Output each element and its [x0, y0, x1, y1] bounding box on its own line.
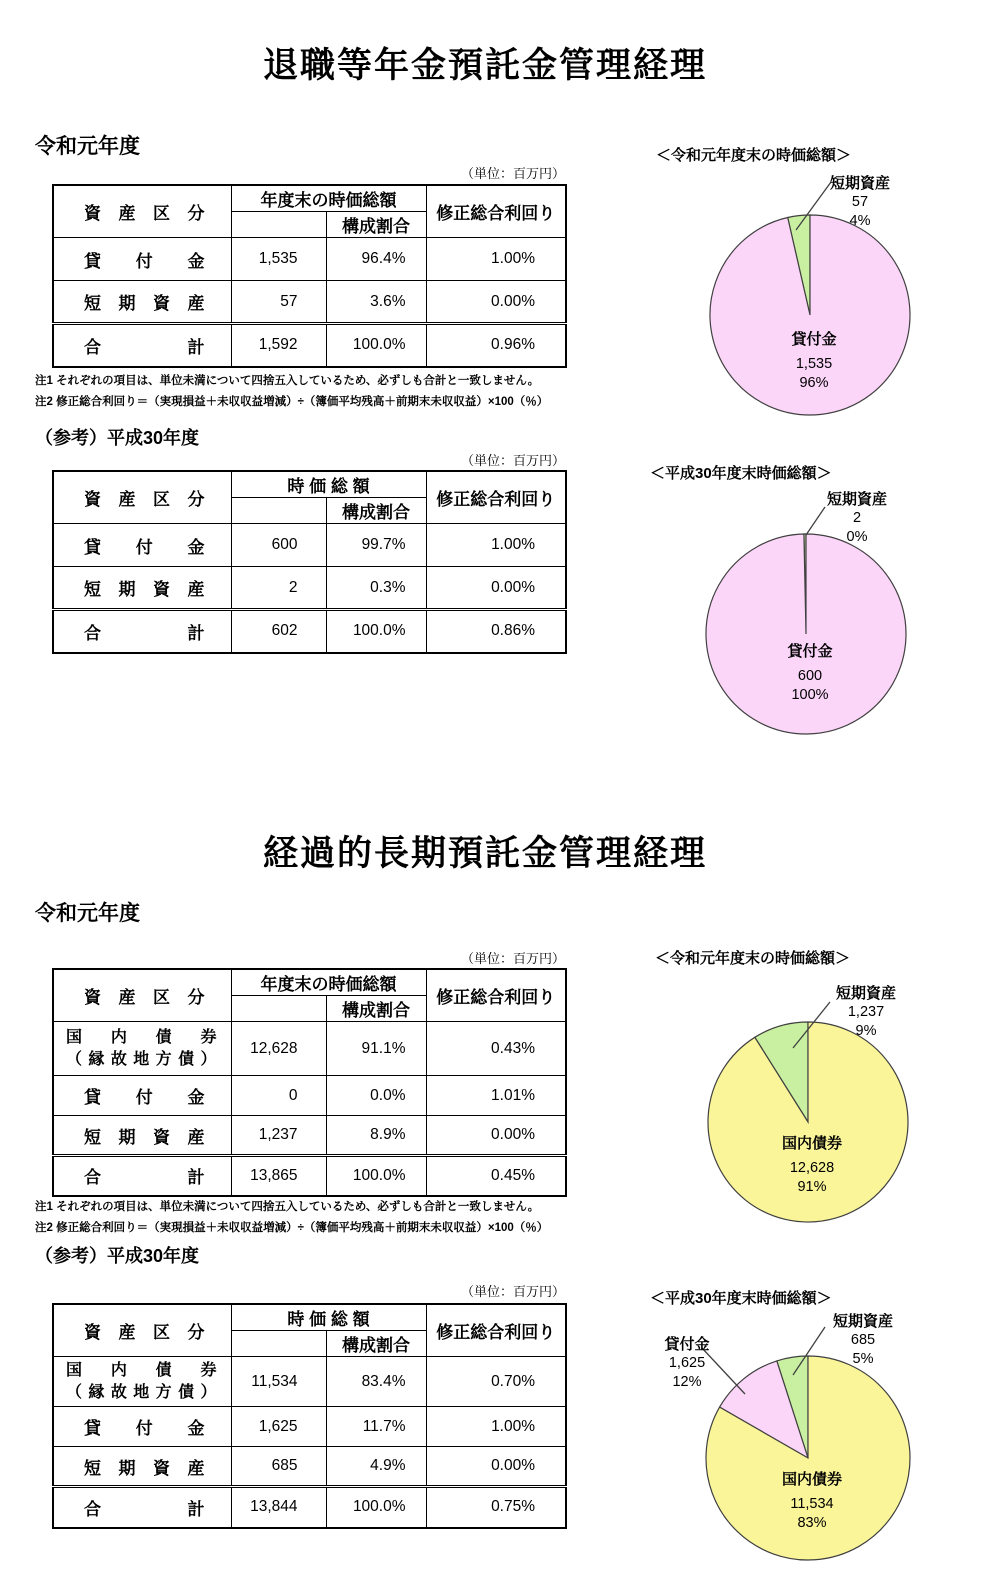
- yield-cell: 0.00%: [426, 1447, 566, 1487]
- table-total-row: [53, 1487, 566, 1528]
- slice-percent: 12%: [672, 1374, 702, 1390]
- asset-label-line2: （ 縁 故 地 方 債 ）: [66, 1383, 217, 1401]
- col-header-share: 構成割合: [326, 1331, 426, 1357]
- share-cell: 83.4%: [326, 1357, 426, 1407]
- unit-label: （単位：百万円）: [460, 1284, 565, 1299]
- value-cell: 0: [231, 1076, 326, 1116]
- slice-label: 貸付金: [664, 1336, 710, 1353]
- pie-svg: [620, 455, 992, 767]
- asset-label-cell: 貸 付 金: [53, 1076, 231, 1116]
- asset-label-cell: 短 期 資 産: [53, 567, 231, 610]
- pie-chart-heisei30-section1: [620, 455, 992, 767]
- value-cell: 12,628: [231, 1022, 326, 1076]
- slice-label: 国内債券: [781, 1135, 843, 1152]
- table-row: [53, 281, 566, 324]
- pie-callout-label: [833, 1312, 893, 1369]
- asset-table-1: [52, 184, 567, 368]
- share-cell: 0.0%: [326, 1076, 426, 1116]
- asset-label-cell: [53, 1022, 231, 1076]
- asset-label-cell: 短 期 資 産: [53, 281, 231, 324]
- pie-inside-label: [787, 642, 832, 705]
- slice-value: 2: [852, 510, 862, 526]
- table-header-row: [53, 471, 566, 498]
- slice-label: 貸付金: [791, 331, 837, 348]
- empty-cell: [231, 996, 326, 1022]
- value-cell: 1,535: [231, 238, 326, 281]
- asset-table-3: [52, 968, 567, 1197]
- slice-label: 国内債券: [781, 1471, 843, 1488]
- value-cell: 13,865: [231, 1156, 326, 1196]
- share-cell: 11.7%: [326, 1407, 426, 1447]
- table-header-row: [53, 185, 566, 212]
- unit-label: （単位：百万円）: [460, 951, 565, 966]
- table-row: [53, 1022, 566, 1076]
- yield-cell: 0.86%: [426, 610, 566, 653]
- col-header-value: 年度末の時価総額: [231, 185, 426, 212]
- slice-value: 1,535: [795, 356, 833, 372]
- pie-svg: [620, 138, 992, 450]
- leader-line: [806, 507, 825, 535]
- slice-label: 短期資産: [826, 491, 888, 508]
- yield-cell: 0.96%: [426, 324, 566, 367]
- unit-label: （単位：百万円）: [460, 453, 565, 468]
- table-header-row: [53, 1304, 566, 1331]
- pie-inside-label: [782, 1470, 842, 1533]
- pie-chart-title: ＜令和元年度末の時価総額＞: [656, 147, 852, 164]
- table-total-row: [53, 610, 566, 653]
- value-cell: 11,534: [231, 1357, 326, 1407]
- table-header-row: [53, 969, 566, 996]
- unit-label: （単位：百万円）: [460, 166, 565, 181]
- share-cell: 100.0%: [326, 1487, 426, 1528]
- page-title-taishoku: 退職等年金預託金管理経理: [262, 46, 707, 85]
- note-line-2: 注2 修正総合利回り＝（実現損益＋未収収益増減）÷（簿価平均残高＋前期末未収収益）×100（％）: [35, 395, 549, 408]
- col-header-share: 構成割合: [326, 212, 426, 238]
- value-cell: 1,592: [231, 324, 326, 367]
- slice-percent: 91%: [797, 1179, 827, 1195]
- yield-cell: 1.00%: [426, 238, 566, 281]
- asset-label-cell: 合 計: [53, 1156, 231, 1196]
- note-line-1: 注1 それぞれの項目は、単位未満について四捨五入しているため、必ずしも合計と一致しません。: [35, 375, 540, 387]
- col-header-asset: 資 産 区 分: [53, 471, 231, 524]
- note-line-2: 注2 修正総合利回り＝（実現損益＋未収収益増減）÷（簿価平均残高＋前期末未収収益）×100（％）: [35, 1221, 549, 1234]
- col-header-yield: 修正総合利回り: [426, 471, 566, 524]
- asset-table-4: [52, 1303, 567, 1529]
- slice-label: 短期資産: [829, 175, 891, 192]
- share-cell: 3.6%: [326, 281, 426, 324]
- page-title-keikateki: 経過的長期預託金管理経理: [262, 834, 707, 873]
- empty-cell: [231, 212, 326, 238]
- slice-percent: 83%: [797, 1515, 827, 1531]
- asset-label-cell: 合 計: [53, 324, 231, 367]
- table-notes: [35, 371, 595, 412]
- asset-label-cell: 貸 付 金: [53, 1407, 231, 1447]
- share-cell: 0.3%: [326, 567, 426, 610]
- share-cell: 4.9%: [326, 1447, 426, 1487]
- value-cell: 602: [231, 610, 326, 653]
- share-cell: 96.4%: [326, 238, 426, 281]
- col-header-asset: 資 産 区 分: [53, 185, 231, 238]
- slice-value: 57: [851, 194, 869, 210]
- share-cell: 100.0%: [326, 610, 426, 653]
- asset-label-cell: 合 計: [53, 1487, 231, 1528]
- share-cell: 100.0%: [326, 324, 426, 367]
- table-notes: [35, 1197, 595, 1238]
- section-heading-reiwa1: 令和元年度: [35, 902, 140, 925]
- slice-percent: 5%: [852, 1351, 874, 1367]
- col-header-yield: 修正総合利回り: [426, 969, 566, 1022]
- pie-callout-label: [836, 984, 896, 1041]
- asset-label-cell: [53, 1357, 231, 1407]
- yield-cell: 0.43%: [426, 1022, 566, 1076]
- slice-value: 1,237: [847, 1004, 885, 1020]
- pie-chart-title: ＜平成30年度末時価総額＞: [650, 1290, 832, 1307]
- pie-chart-reiwa1-section2: [620, 940, 992, 1252]
- share-cell: 99.7%: [326, 524, 426, 567]
- pie-chart-reiwa1-section1: [620, 138, 992, 450]
- yield-cell: 0.00%: [426, 1116, 566, 1156]
- share-cell: 91.1%: [326, 1022, 426, 1076]
- slice-label: 短期資産: [832, 1313, 894, 1330]
- table-row: [53, 1357, 566, 1407]
- value-cell: 1,237: [231, 1116, 326, 1156]
- asset-label-line2: （ 縁 故 地 方 債 ）: [66, 1050, 217, 1068]
- value-cell: 13,844: [231, 1487, 326, 1528]
- table-row: [53, 524, 566, 567]
- slice-value: 600: [797, 668, 823, 684]
- yield-cell: 1.01%: [426, 1076, 566, 1116]
- asset-table-2: [52, 470, 567, 654]
- pie-chart-title: ＜令和元年度末の時価総額＞: [655, 950, 851, 967]
- pie-svg: [620, 940, 992, 1252]
- col-header-share: 構成割合: [326, 996, 426, 1022]
- note-line-1: 注1 それぞれの項目は、単位未満について四捨五入しているため、必ずしも合計と一致しません。: [35, 1201, 540, 1213]
- pie-chart-heisei30-section2: [620, 1280, 992, 1592]
- yield-cell: 1.00%: [426, 524, 566, 567]
- pie-svg: [620, 1280, 992, 1592]
- yield-cell: 0.00%: [426, 281, 566, 324]
- pie-inside-label: [791, 330, 836, 393]
- table-total-row: [53, 1156, 566, 1196]
- slice-value: 12,628: [789, 1160, 835, 1176]
- table-row: [53, 567, 566, 610]
- slice-percent: 100%: [791, 687, 829, 703]
- slice-percent: 9%: [855, 1023, 877, 1039]
- asset-label-line1: 国 内 債 券: [66, 1361, 217, 1379]
- table-row: [53, 1116, 566, 1156]
- col-header-value: 時 価 総 額: [231, 1304, 426, 1331]
- col-header-value: 年度末の時価総額: [231, 969, 426, 996]
- asset-label-cell: 合 計: [53, 610, 231, 653]
- share-cell: 100.0%: [326, 1156, 426, 1196]
- empty-cell: [231, 1331, 326, 1357]
- asset-label-cell: 短 期 資 産: [53, 1447, 231, 1487]
- yield-cell: 0.75%: [426, 1487, 566, 1528]
- table-row: [53, 1447, 566, 1487]
- slice-value: 1,625: [668, 1355, 706, 1371]
- asset-label-cell: 貸 付 金: [53, 524, 231, 567]
- pie-callout-label: [664, 1335, 709, 1392]
- pie-callout-label: [830, 174, 890, 231]
- slice-percent: 0%: [846, 529, 868, 545]
- pie-callout-label: [827, 490, 887, 547]
- pie-chart-title: ＜平成30年度末時価総額＞: [650, 465, 832, 482]
- table-row: [53, 238, 566, 281]
- yield-cell: 0.45%: [426, 1156, 566, 1196]
- yield-cell: 0.70%: [426, 1357, 566, 1407]
- asset-label-line1: 国 内 債 券: [66, 1028, 217, 1046]
- section-heading-heisei30: （参考）平成30年度: [35, 428, 200, 448]
- empty-cell: [231, 498, 326, 524]
- value-cell: 600: [231, 524, 326, 567]
- yield-cell: 1.00%: [426, 1407, 566, 1447]
- asset-label-cell: 短 期 資 産: [53, 1116, 231, 1156]
- table-row: [53, 1076, 566, 1116]
- col-header-yield: 修正総合利回り: [426, 1304, 566, 1357]
- pie-inside-label: [782, 1134, 842, 1197]
- section-heading-heisei30: （参考）平成30年度: [35, 1246, 200, 1266]
- section-heading-reiwa1: 令和元年度: [35, 135, 140, 158]
- slice-value: 11,534: [790, 1496, 834, 1512]
- value-cell: 2: [231, 567, 326, 610]
- value-cell: 57: [231, 281, 326, 324]
- share-cell: 8.9%: [326, 1116, 426, 1156]
- table-total-row: [53, 324, 566, 367]
- slice-percent: 96%: [799, 375, 829, 391]
- slice-percent: 4%: [849, 213, 871, 229]
- value-cell: 685: [231, 1447, 326, 1487]
- asset-label-cell: 貸 付 金: [53, 238, 231, 281]
- col-header-yield: 修正総合利回り: [426, 185, 566, 238]
- col-header-asset: 資 産 区 分: [53, 969, 231, 1022]
- col-header-asset: 資 産 区 分: [53, 1304, 231, 1357]
- slice-label: 短期資産: [835, 985, 897, 1002]
- yield-cell: 0.00%: [426, 567, 566, 610]
- table-row: [53, 1407, 566, 1447]
- col-header-value: 時 価 総 額: [231, 471, 426, 498]
- slice-value: 685: [850, 1332, 876, 1348]
- col-header-share: 構成割合: [326, 498, 426, 524]
- value-cell: 1,625: [231, 1407, 326, 1447]
- slice-label: 貸付金: [787, 643, 833, 660]
